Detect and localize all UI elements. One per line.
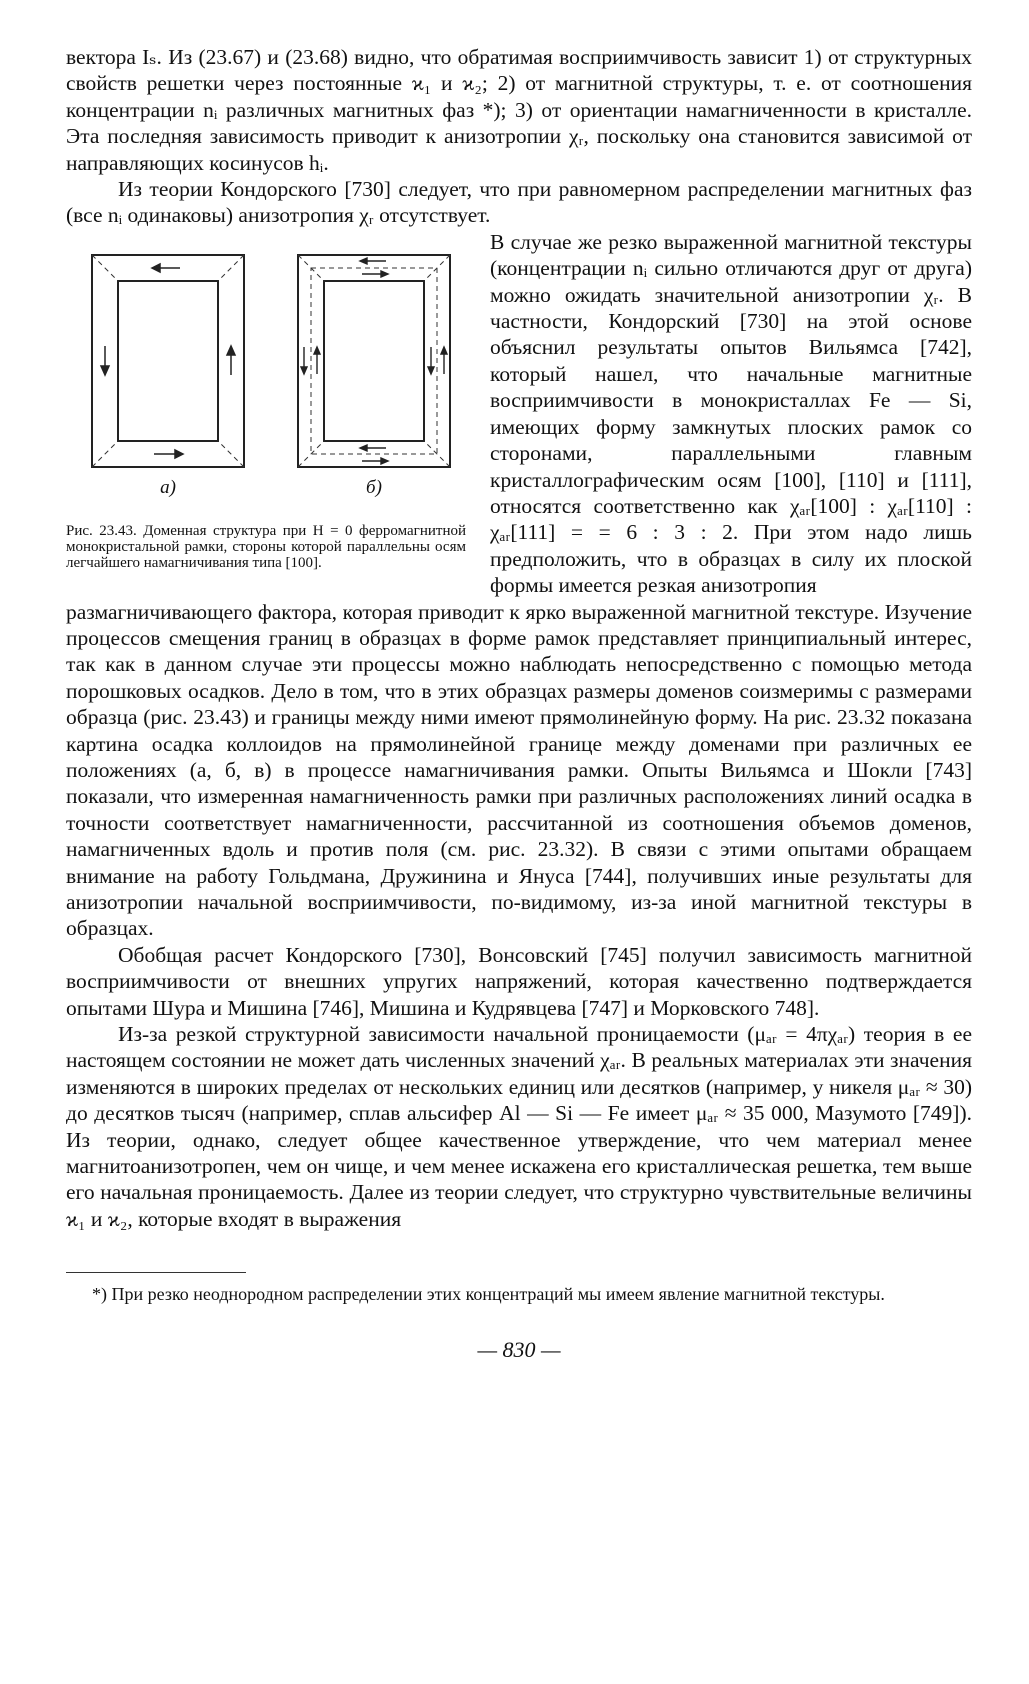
domain-frame-a-drawing bbox=[88, 251, 248, 471]
paragraph-5: Из-за резкой структурной зависимости начальной проницаемости (μₐᵣ = 4πχₐᵣ) теория в ее настоящем состоянии не может дать численных значений χₐᵣ. В реальных материалах эти значения изменяются в широких пределах от нескольких единиц или десятков (например, у никеля μₐᵣ ≈ 30) до десятков тысяч (например, сплав альсифер Al — Si — Fe имеет μₐᵣ ≈ 35 000, Мазумото [749]). Из теории, однако, следует общее качественное утверждение, что чем материал менее магнитоанизотропен, чем он чище, и чем менее искажена его кристаллическая решетка, тем выше его начальная проницаемость. Далее из теории следует, что структурно чувствительные величины ϰ₁ и ϰ₂, которые входят в выражения bbox=[66, 1022, 972, 1231]
figure-23-43 bbox=[66, 229, 466, 599]
figure-wrap bbox=[66, 229, 972, 599]
figure-panel-b bbox=[294, 251, 454, 499]
paragraph-1: вектора Iₛ. Из (23.67) и (23.68) видно, что обратимая восприимчивость зависит 1) от структурных свойств решетки через постоянные ϰ₁ и ϰ₂; 2) от магнитной структуры, т. е. от соотношения концентрации nᵢ различных магнитных фаз *); 3) от ориентации намагниченности в кристалле. Эта последняя зависимость приводит к анизотропии χᵣ, поскольку она становится зависимой от направляющих косинусов hᵢ. bbox=[66, 45, 972, 175]
page-number: — 830 — bbox=[477, 1337, 561, 1363]
footnote: *) При резко неоднородном распределении этих концентраций мы имеем явление магнитной текстуры. bbox=[92, 1284, 885, 1305]
paragraph-2: Из теории Кондорского [730] следует, что при равномерном распределении магнитных фаз (все nᵢ одинаковы) анизотропия χᵣ отсутствует. bbox=[66, 177, 972, 228]
footnote-rule bbox=[66, 1272, 246, 1273]
figure-label-a: а) bbox=[160, 476, 176, 498]
figure-side-text bbox=[490, 229, 972, 599]
page-body bbox=[66, 44, 972, 1363]
paragraph-4: Обобщая расчет Кондорского [730], Вонсовский [745] получил зависимость магнитной восприимчивости от внешних упругих напряжений, которая качественно подтверждается опытами Шура и Мишина [746], Мишина и Кудрявцева [747] и Морковского 748]. bbox=[66, 942, 972, 1020]
domain-frame-b-drawing bbox=[294, 251, 454, 471]
paragraph-3-side: В случае же резко выраженной магнитной текстуры (концентрации nᵢ сильно отличаются друг от друга) можно ожидать значительной анизотропии χᵣ. В частности, Кондорский [730] на этой основе объяснил результаты опытов Вильямса [742], который нашел, что начальные магнитные восприимчивости в монокристаллах Fe — Si, имеющих форму замкнутых плоских рамок со сторонами, параллельными главным кристаллографическим осям [100], [110] и [111], относятся соответственно как χₐᵣ[100] : χₐᵣ[110] : χₐᵣ[111] = = 6 : 3 : 2. При этом надо лишь предположить, что в образцах в силу их плоской формы имеется резкая анизотропия bbox=[490, 229, 972, 598]
figure-panel-a bbox=[88, 251, 248, 499]
paragraph-3-continued: размагничивающего фактора, которая приводит к ярко выраженной магнитной текстуре. Изучение процессов смещения границ в образцах в форме рамок представляет принципиальный интерес, так как в данном случае эти процессы можно наблюдать непосредственно с помощью метода порошковых осадков. Дело в том, что в этих образцах размеры доменов соизмеримы с размерами образца (рис. 23.43) и границы между ними имеют прямолинейную форму. На рис. 23.32 показана картина осадка коллоидов на прямолинейной границе между доменами при различных ее положениях (а, б, в) в процессе намагничивания рамки. Опыты Вильямса и Шокли [743] показали, что измеренная намагниченность рамки при различных расположениях линий осадка в точности соответствует намагниченности, рассчитанной из соотношения объемов доменов, намагниченных вдоль и против поля (см. рис. 23.32). В связи с этими опытами обращаем внимание на работу Гольдмана, Дружинина и Януса [744], получивших иные результаты для анизотропии начальной восприимчивости, по-видимому, из-за иной магнитной текстуры в образцах. bbox=[66, 599, 972, 941]
figure-label-b: б) bbox=[366, 476, 382, 498]
figure-images bbox=[66, 251, 466, 499]
figure-caption: Рис. 23.43. Доменная структура при H = 0 ферромагнитной монокристальной рамки, стороны которой параллельны осям легчайшего намагничивания типа [100]. bbox=[66, 522, 466, 571]
